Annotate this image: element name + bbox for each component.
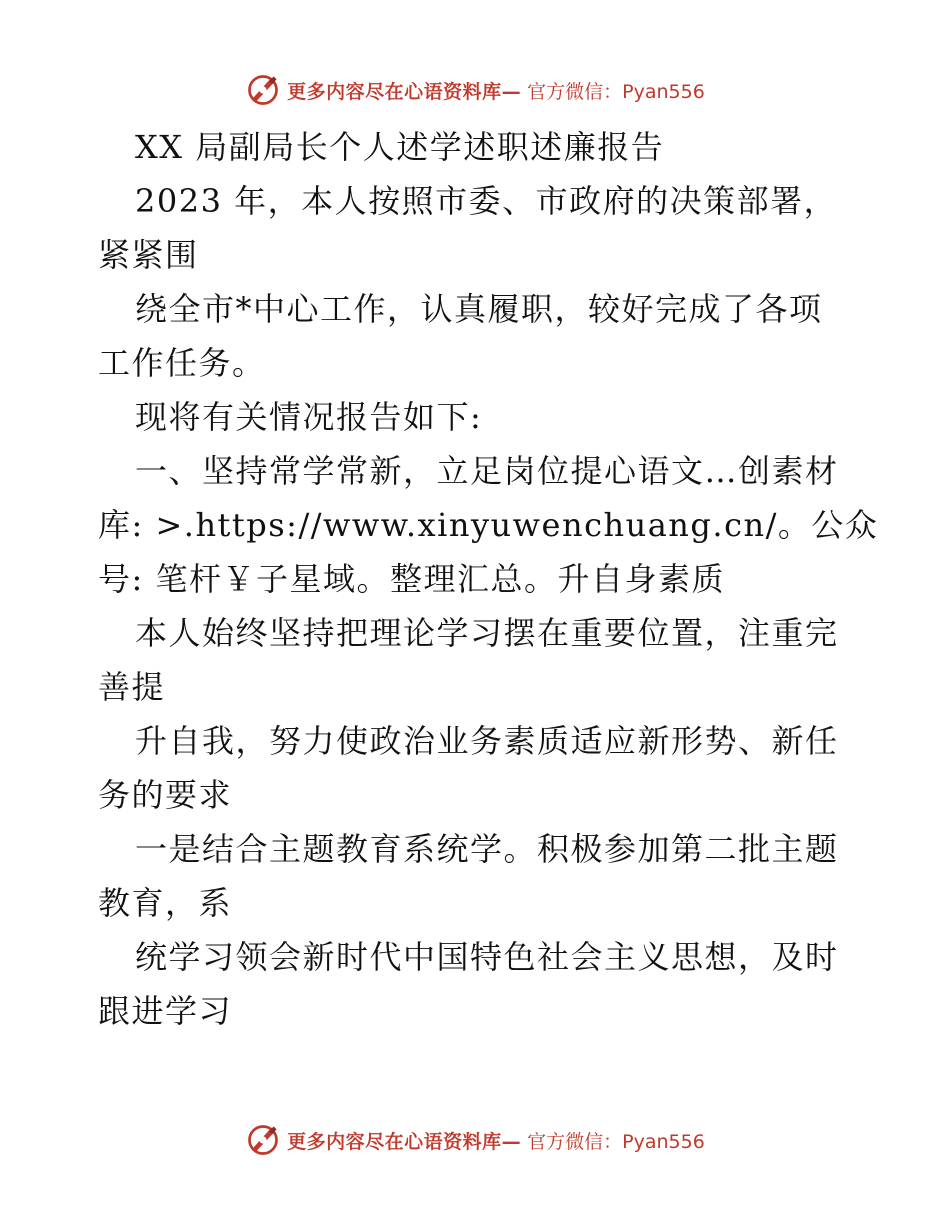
document-line: 库: >.https://www.xinyuwenchuang.cn/。公众 <box>98 506 879 544</box>
document-line: 一、坚持常学常新，立足岗位提心语文…创素材 <box>135 452 839 490</box>
document-line: 跟进学习 <box>98 992 233 1030</box>
document-line: 2023 年，本人按照市委、市政府的决策部署， <box>135 182 838 220</box>
document-line: 工作任务。 <box>98 344 266 382</box>
document-line: 绕全市*中心工作，认真履职，较好完成了各项 <box>135 290 823 328</box>
header-banner <box>0 70 950 110</box>
header-contact-text: 官方微信：Pyan556 <box>527 80 705 103</box>
document-line: 紧紧围 <box>98 236 199 274</box>
document-line: 教育，系 <box>98 884 233 922</box>
pen-circle-logo-icon <box>245 72 281 108</box>
document-line: XX 局副局长个人述学述职述廉报告 <box>135 128 665 166</box>
document-line: 善提 <box>98 668 166 706</box>
document-line: 现将有关情况报告如下: <box>135 398 483 436</box>
footer-banner <box>0 1120 950 1160</box>
document-line: 务的要求 <box>98 776 233 814</box>
pen-circle-logo-icon <box>245 1122 281 1158</box>
header-brand-text: 更多内容尽在心语资料库— <box>287 80 522 103</box>
document-line: 一是结合主题教育系统学。积极参加第二批主题 <box>135 830 839 868</box>
document-line: 统学习领会新时代中国特色社会主义思想，及时 <box>135 938 839 976</box>
footer-contact-text: 官方微信：Pyan556 <box>527 1130 705 1153</box>
footer-brand-text: 更多内容尽在心语资料库— <box>287 1130 522 1153</box>
document-line: 升自我，努力使政治业务素质适应新形势、新任 <box>135 722 839 760</box>
document-line: 号: 笔杆￥子星域。整理汇总。升自身素质 <box>98 560 725 598</box>
document-line: 本人始终坚持把理论学习摆在重要位置，注重完 <box>135 614 839 652</box>
document-body <box>98 120 879 1038</box>
